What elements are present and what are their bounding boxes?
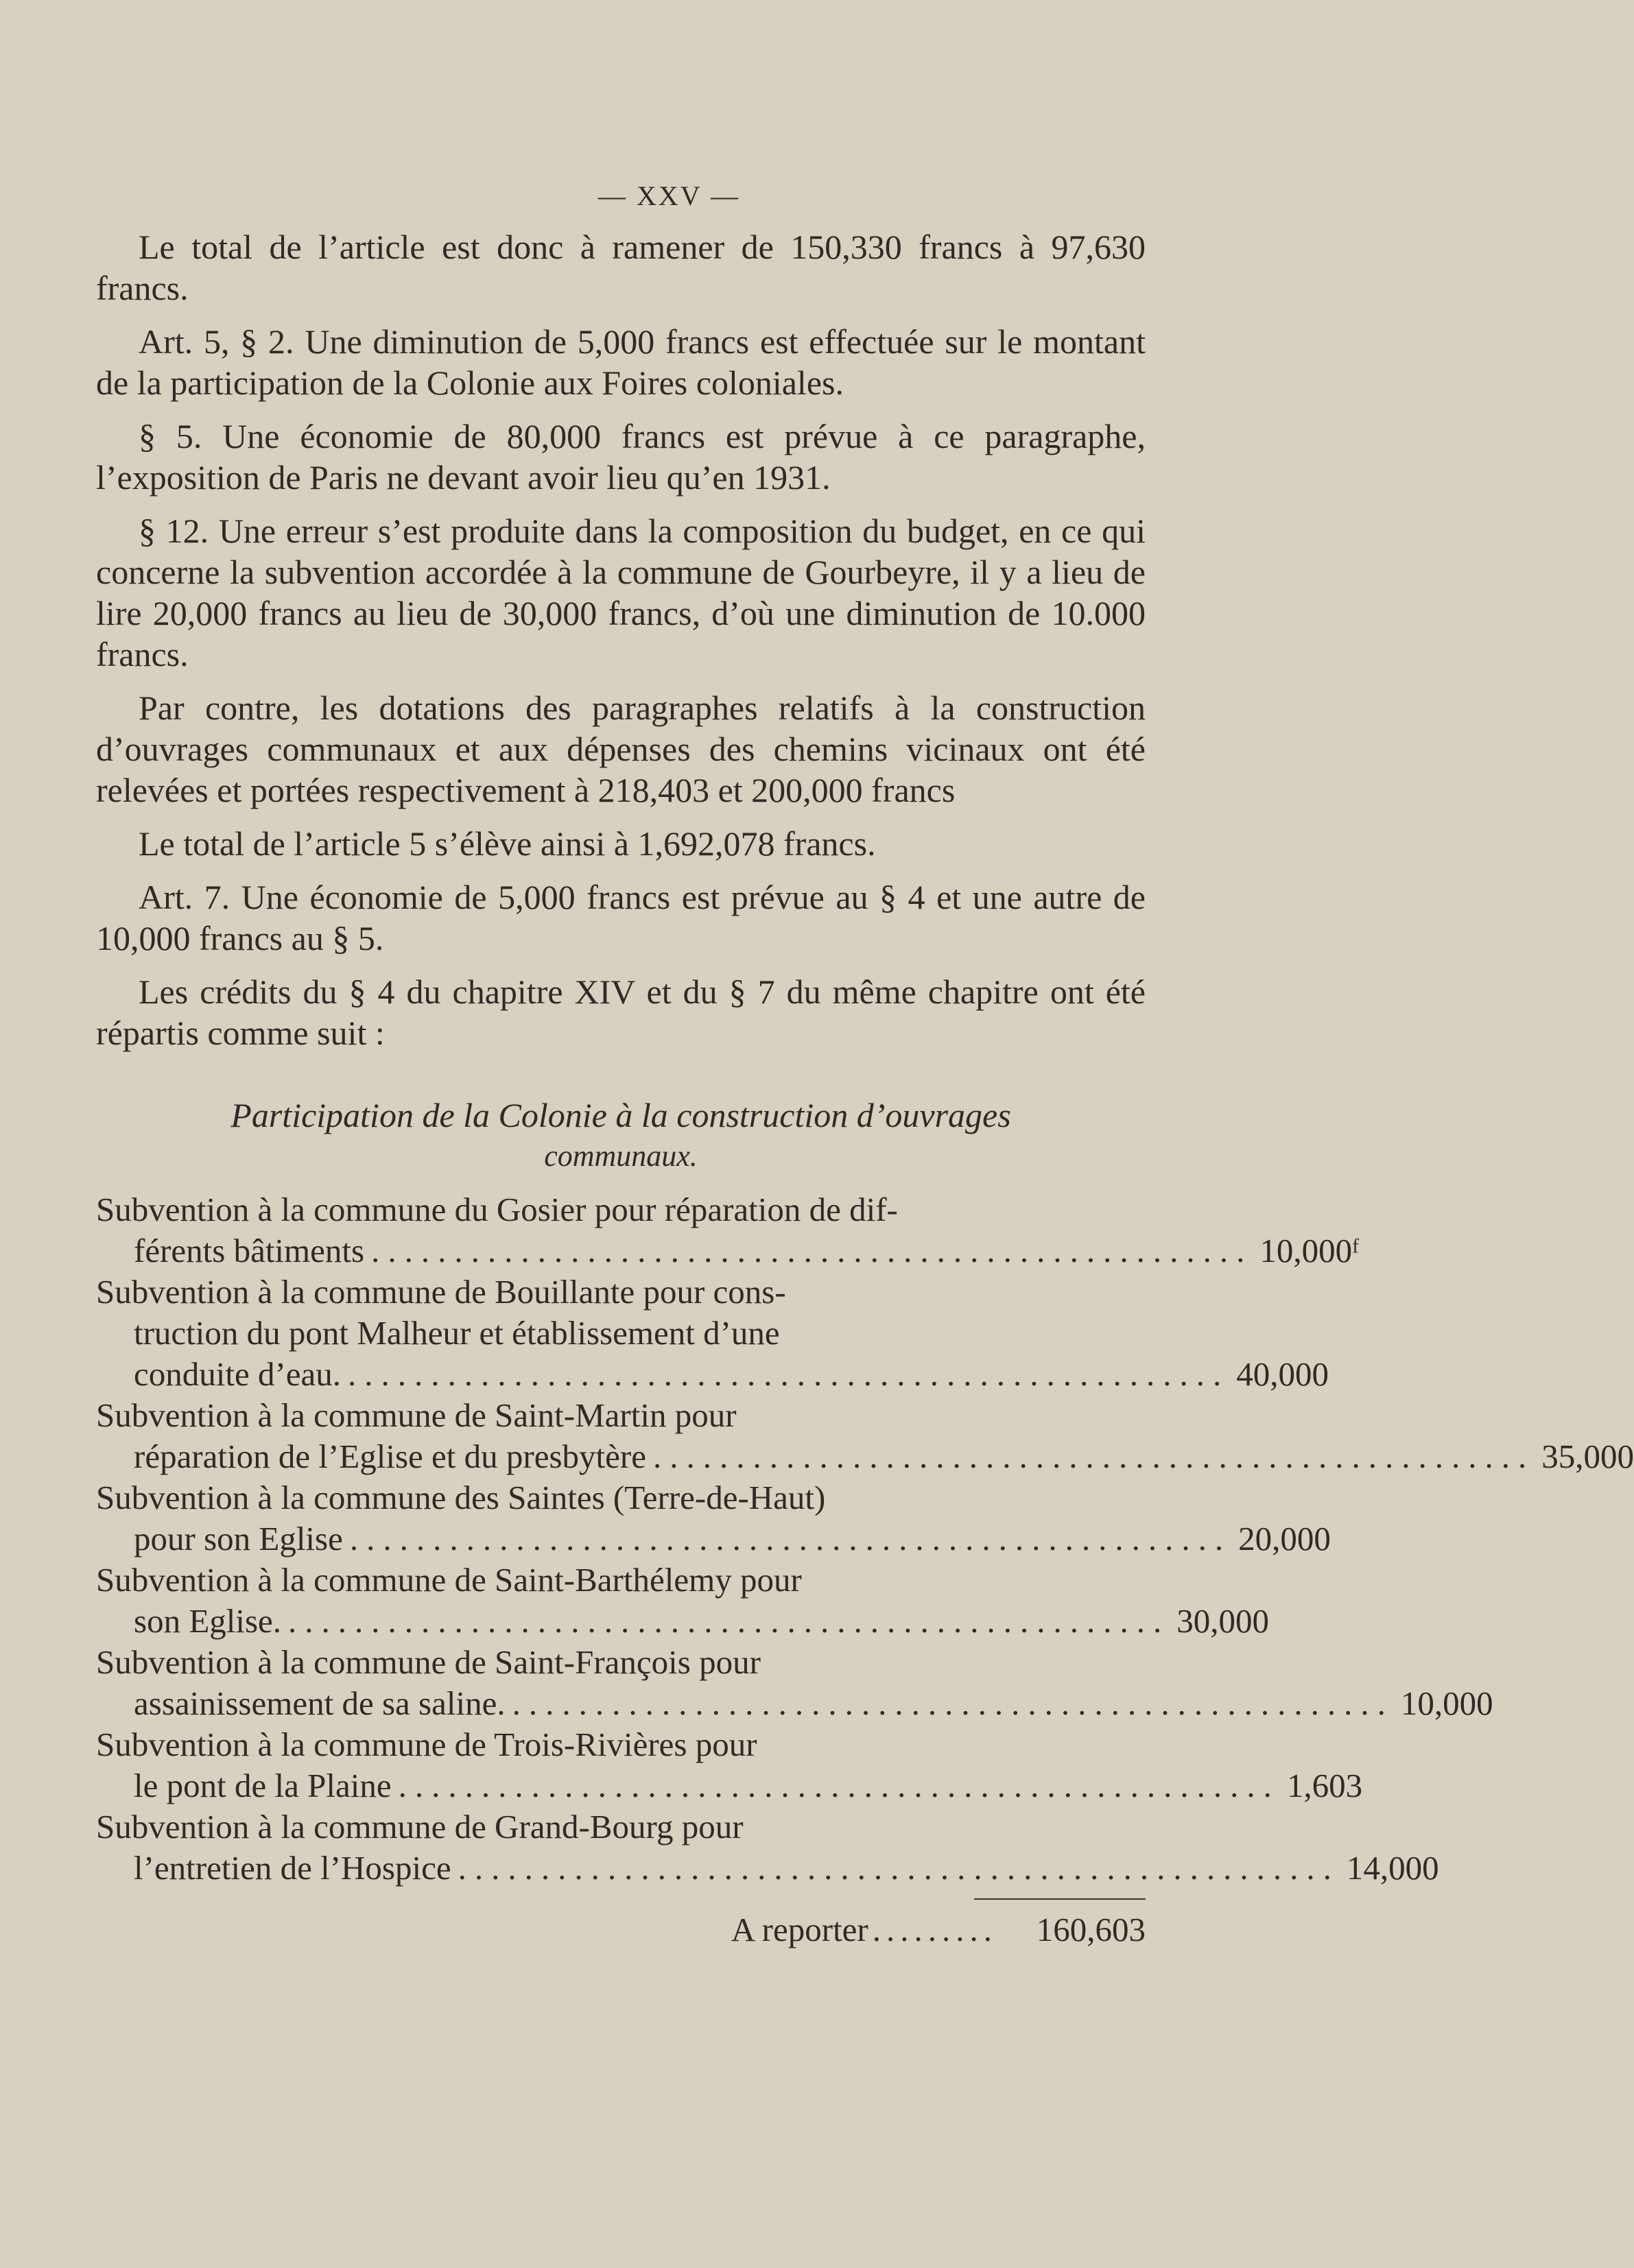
total-label: A reporter: [731, 1911, 868, 1948]
paragraph-art5-s2: Art. 5, § 2. Une diminution de 5,000 francs est effectuée sur le montant de la participation de la Colonie aux Foires coloniales.: [96, 322, 1146, 402]
page-header: — XXV —: [598, 180, 740, 211]
ledger-entry-saint-martin: [96, 1395, 1634, 1477]
ledger-amount: 14,000: [1346, 1849, 1439, 1887]
ledger-entry-text: pour son Eglise: [134, 1520, 343, 1557]
ledger-entry-text: truction du pont Malheur et établissement d’une: [134, 1314, 780, 1352]
ledger-entry-saint-francois: [96, 1642, 1493, 1724]
ledger-entry-text: Subvention à la commune de Grand-Bourg pour: [96, 1808, 744, 1846]
dot-leader: .....................................................: [349, 1520, 1232, 1557]
ledger-entry-text: conduite d’eau.: [134, 1355, 342, 1393]
ledger-amount: 1,603: [1286, 1767, 1363, 1804]
ledger: [96, 1189, 1634, 1950]
section-title: [96, 1095, 1146, 1177]
ledger-amount: 30,000: [1176, 1602, 1270, 1640]
carry-forward-total: [96, 1909, 1146, 1950]
ledger-amount: 20,000: [1238, 1520, 1331, 1557]
ledger-entry-text: Subvention à la commune de Saint-François pour: [96, 1643, 761, 1681]
ledger-amount: 10,000ᶠ: [1259, 1232, 1360, 1269]
ledger-entry-text: Subvention à la commune du Gosier pour réparation de dif-: [96, 1191, 898, 1228]
ledger-entry-saintes: [96, 1477, 1331, 1560]
paragraph-s12: § 12. Une erreur s’est produite dans la composition du budget, en ce qui concerne la subvention accordée à la commune de Gourbeyre, il y a lieu de lire 20,000 francs au lieu de 30,000 francs, d’où une diminution de 10.000 francs.: [96, 512, 1146, 673]
section-title-line1: Participation de la Colonie à la construction d’ouvrages: [230, 1096, 1011, 1134]
ledger-entry-trois-rivieres: [96, 1724, 1363, 1806]
ledger-entry-text: férents bâtiments: [134, 1232, 365, 1269]
total-dot-leader: .........: [872, 1911, 997, 1948]
paragraph-credits: Les crédits du § 4 du chapitre XIV et du § 7 du même chapitre ont été répartis comme suit :: [96, 972, 1146, 1052]
ledger-entry-text: Subvention à la commune de Bouillante pour cons-: [96, 1273, 786, 1311]
dot-leader: .....................................................: [458, 1849, 1340, 1887]
ledger-entry-text: l’entretien de l’Hospice: [134, 1849, 451, 1887]
ledger-entry-gosier: [96, 1189, 1360, 1272]
ledger-entry-text: réparation de l’Eglise et du presbytère: [134, 1437, 646, 1475]
ledger-entry-text: son Eglise.: [134, 1602, 282, 1640]
paragraph-s5: § 5. Une économie de 80,000 francs est prévue à ce paragraphe, l’exposition de Paris ne devant avoir lieu qu’en 1931.: [96, 417, 1146, 497]
ledger-entry-text: le pont de la Plaine: [134, 1767, 392, 1804]
dot-leader: .....................................................: [512, 1684, 1394, 1722]
dot-leader: .....................................................: [398, 1767, 1280, 1804]
ledger-entry-bouillante: [96, 1272, 1329, 1395]
total-amount: 160,603: [1036, 1911, 1146, 1948]
ledger-amount: 35,000: [1541, 1437, 1634, 1475]
ledger-entry-grand-bourg: [96, 1806, 1439, 1889]
ledger-entry-text: Subvention à la commune des Saintes (Terre-de-Haut): [96, 1479, 826, 1516]
ledger-entry-text: assainissement de sa saline.: [134, 1684, 506, 1722]
dot-leader: .....................................................: [348, 1355, 1230, 1393]
paragraph-par-contre: Par contre, les dotations des paragraphes relatifs à la construction d’ouvrages communaux et aux dépenses des chemins vicinaux ont été relevées et portées respectivement à 218,403 et 200,000 francs: [96, 689, 1146, 809]
ledger-amount: 40,000: [1236, 1355, 1329, 1393]
ledger-entry-text: Subvention à la commune de Saint-Martin pour: [96, 1396, 737, 1434]
dot-leader: .....................................................: [652, 1437, 1535, 1475]
section-title-line2: communaux.: [544, 1139, 698, 1173]
ledger-entry-text: Subvention à la commune de Saint-Barthélemy pour: [96, 1561, 802, 1599]
ledger-amount: 10,000: [1400, 1684, 1493, 1722]
ledger-entry-text: Subvention à la commune de Trois-Rivières pour: [96, 1726, 757, 1763]
document-body: [96, 226, 1634, 1950]
dot-leader: .....................................................: [288, 1602, 1170, 1640]
paragraph-art7: Art. 7. Une économie de 5,000 francs est prévue au § 4 et une autre de 10,000 francs au § 5.: [96, 878, 1146, 957]
paragraph-article-total: Le total de l’article est donc à ramener de 150,330 francs à 97,630 francs.: [96, 228, 1146, 307]
dot-leader: .....................................................: [371, 1232, 1253, 1269]
ledger-entry-saint-barthelemy: [96, 1560, 1270, 1642]
paragraph-article5-total: Le total de l’article 5 s’élève ainsi à 1,692,078 francs.: [139, 824, 876, 863]
total-rule: [974, 1898, 1146, 1900]
